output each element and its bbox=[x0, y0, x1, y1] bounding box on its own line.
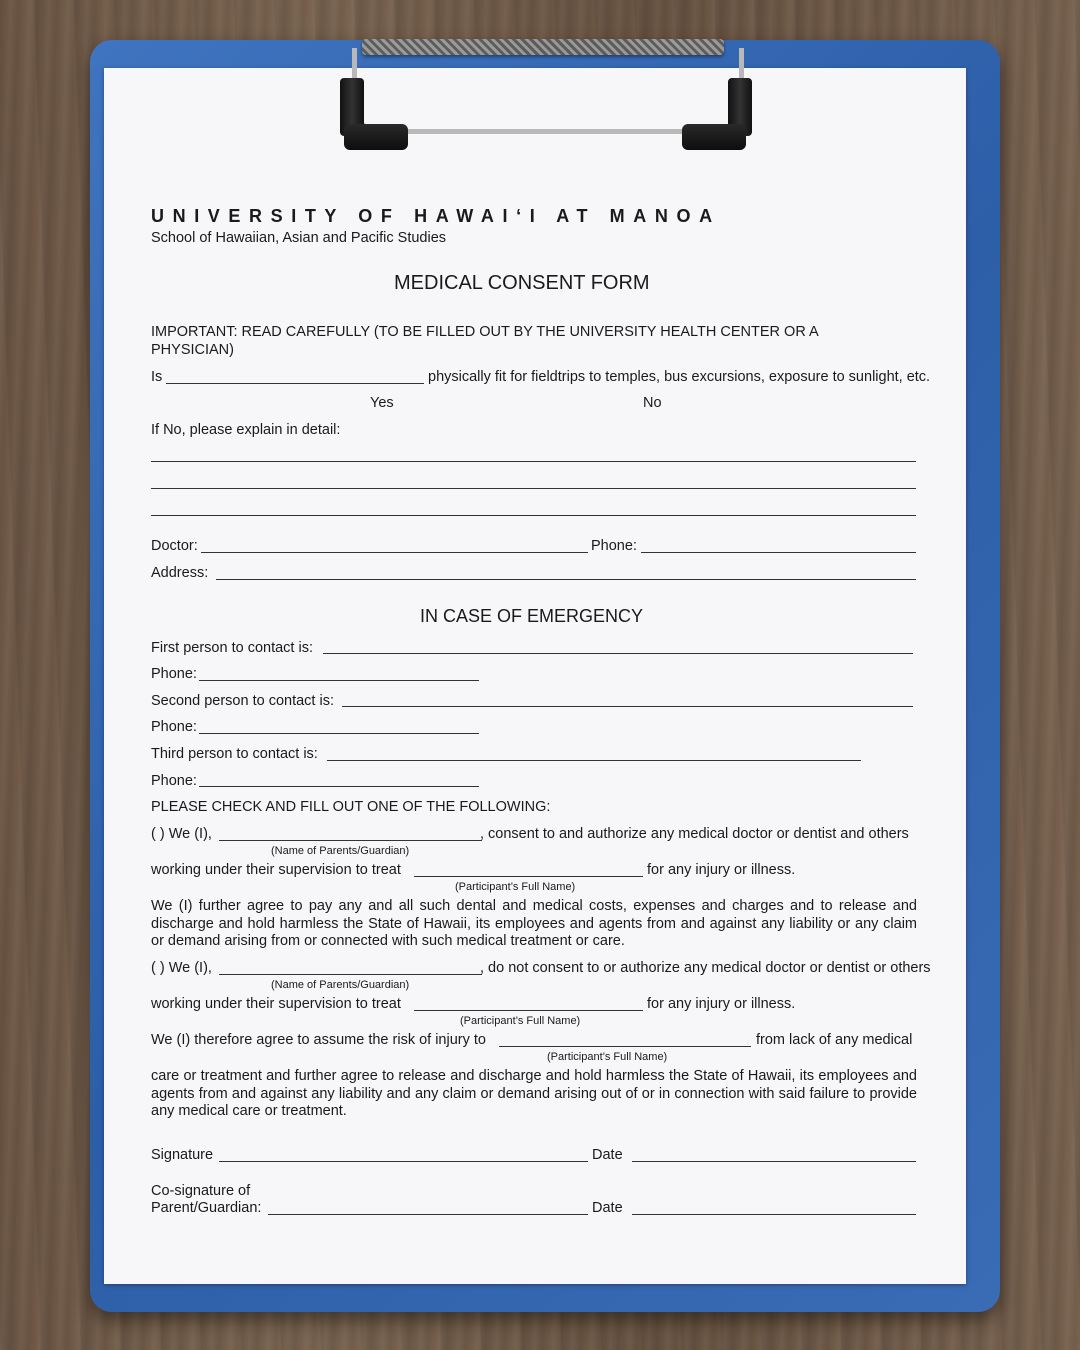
address-line[interactable] bbox=[216, 579, 916, 580]
address-label: Address: bbox=[151, 565, 209, 581]
consent-participant-line[interactable] bbox=[414, 876, 643, 877]
consent-guardian-line[interactable] bbox=[219, 840, 482, 841]
no-consent-injury-text: for any injury or illness. bbox=[647, 996, 796, 1012]
participant-caption: (Participant’s Full Name) bbox=[455, 881, 576, 893]
consent-checkbox[interactable]: ( ) We (I), bbox=[151, 826, 212, 842]
no-consent-working-text: working under their supervision to treat bbox=[151, 996, 401, 1012]
signature-line[interactable] bbox=[219, 1161, 588, 1162]
is-label: Is bbox=[151, 369, 163, 385]
risk-participant-caption: (Participant’s Full Name) bbox=[547, 1051, 668, 1063]
participant-name-line[interactable] bbox=[166, 383, 424, 384]
no-consent-guardian-line[interactable] bbox=[219, 974, 482, 975]
agree-paragraph: We (I) further agree to pay any and all such dental and medical costs, expenses and charges and to release and discharge and hold harmless the State of Hawaii, its employees and agents from and against any liability or any claim or demand arising from or connected with such medical treatment or care. bbox=[151, 898, 917, 949]
explain-line-3[interactable] bbox=[151, 515, 916, 516]
second-contact-label: Second person to contact is: bbox=[151, 693, 334, 709]
university-name: UNIVERSITY OF HAWAI‘I AT MANOA bbox=[151, 206, 721, 226]
no-consent-checkbox[interactable]: ( ) We (I), bbox=[151, 960, 212, 976]
emergency-heading: IN CASE OF EMERGENCY bbox=[420, 606, 644, 626]
no-consent-participant-line[interactable] bbox=[414, 1010, 643, 1011]
cosign-date-line[interactable] bbox=[632, 1214, 916, 1215]
third-phone-line[interactable] bbox=[199, 786, 479, 787]
signature-label: Signature bbox=[151, 1147, 214, 1163]
second-phone-line[interactable] bbox=[199, 733, 479, 734]
first-contact-line[interactable] bbox=[323, 653, 913, 654]
check-instruction: PLEASE CHECK AND FILL OUT ONE OF THE FOLLOWING: bbox=[151, 799, 551, 815]
second-contact-line[interactable] bbox=[342, 706, 913, 707]
explain-line-1[interactable] bbox=[151, 461, 916, 462]
risk-participant-line[interactable] bbox=[499, 1046, 751, 1047]
first-phone-label: Phone: bbox=[151, 666, 197, 682]
third-contact-label: Third person to contact is: bbox=[151, 746, 318, 762]
form-title: MEDICAL CONSENT FORM bbox=[394, 272, 650, 294]
explain-line-2[interactable] bbox=[151, 488, 916, 489]
date-label: Date bbox=[592, 1147, 623, 1163]
important-note-cont: PHYSICIAN) bbox=[151, 342, 234, 358]
guardian-caption: (Name of Parents/Guardian) bbox=[271, 845, 410, 857]
doctor-phone-line[interactable] bbox=[641, 552, 916, 553]
important-note: IMPORTANT: READ CAREFULLY (TO BE FILLED OUT BY THE UNIVERSITY HEALTH CENTER OR A bbox=[151, 324, 819, 340]
doctor-phone-label: Phone: bbox=[591, 538, 637, 554]
explain-label: If No, please explain in detail: bbox=[151, 422, 341, 438]
second-phone-label: Phone: bbox=[151, 719, 197, 735]
date-line[interactable] bbox=[632, 1161, 916, 1162]
working-text: working under their supervision to treat bbox=[151, 862, 401, 878]
cosign-line[interactable] bbox=[268, 1214, 588, 1215]
first-contact-label: First person to contact is: bbox=[151, 640, 313, 656]
doctor-label: Doctor: bbox=[151, 538, 198, 554]
risk-text: We (I) therefore agree to assume the risk of injury to bbox=[151, 1032, 486, 1048]
injury-text: for any injury or illness. bbox=[647, 862, 796, 878]
final-paragraph: care or treatment and further agree to release and discharge and hold harmless the State of Hawaii, its employees and agents from and against any liability and any claim or demand arising out of or in connection with said failure to provide any medical care or treatment. bbox=[151, 1068, 917, 1119]
no-consent-text: , do not consent to or authorize any medical doctor or dentist or others bbox=[480, 960, 931, 976]
third-phone-label: Phone: bbox=[151, 773, 197, 789]
third-contact-line[interactable] bbox=[327, 760, 861, 761]
no-consent-participant-caption: (Participant’s Full Name) bbox=[460, 1015, 581, 1027]
first-phone-line[interactable] bbox=[199, 680, 479, 681]
fit-text: physically fit for fieldtrips to temples, bus excursions, exposure to sunlight, etc. bbox=[428, 369, 931, 385]
consent-text: , consent to and authorize any medical doctor or dentist and others bbox=[480, 826, 909, 842]
lack-text: from lack of any medical bbox=[756, 1032, 913, 1048]
no-consent-guardian-caption: (Name of Parents/Guardian) bbox=[271, 979, 410, 991]
cosign-label: Co-signature of bbox=[151, 1183, 251, 1199]
yes-option[interactable]: Yes bbox=[370, 395, 394, 411]
no-option[interactable]: No bbox=[643, 395, 662, 411]
doctor-line[interactable] bbox=[201, 552, 588, 553]
school-name: School of Hawaiian, Asian and Pacific Studies bbox=[151, 230, 447, 246]
cosign-date-label: Date bbox=[592, 1200, 623, 1216]
cosign-label-cont: Parent/Guardian: bbox=[151, 1200, 262, 1216]
